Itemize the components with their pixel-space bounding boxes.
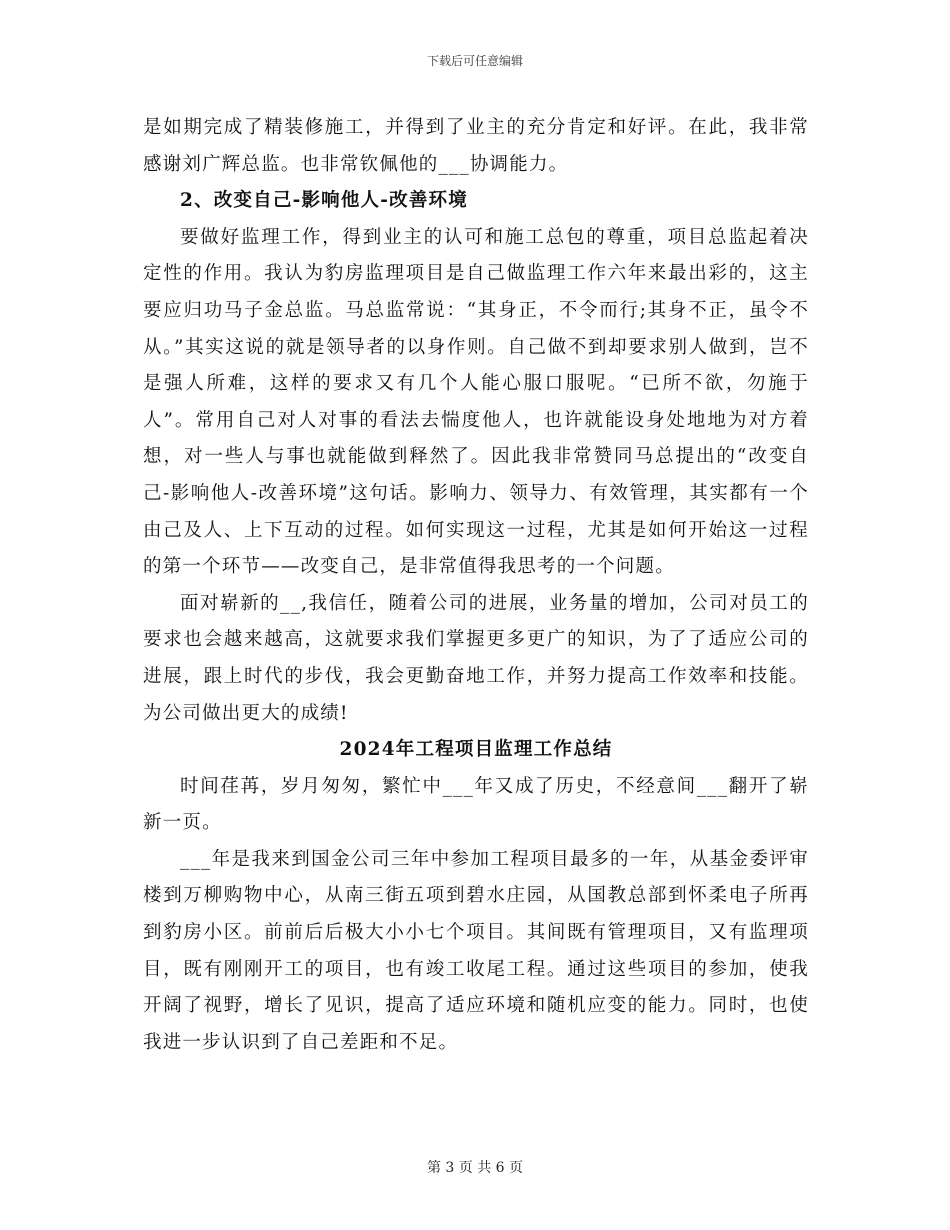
page-number: 第 3 页 共 6 页 [426,1160,524,1176]
paragraph-leadership: 要做好监理工作，得到业主的认可和施工总包的尊重，项目总监起着决定性的作用。我认为豹房监理项目是自己做监理工作六年来最出彩的，这主要应归功马子金总监。马总监常说：“其身正，不令而行;其身不正，虽令不从。”其实这说的就是领导者的以身作则。自己做不到却要求别人做到，岂不是强人所难，这样的要求又有几个人能心服口服呢。“已所不欲，勿施于人”。常用自己对人对事的看法去惴度他人，也许就能设身处地地为对方着想，对一些人与事也就能做到释然了。因此我非常赞同马总提出的“改变自己-影响他人-改善环境”这句话。影响力、领导力、有效管理，其实都有一个由己及人、上下互动的过程。如何实现这一过程，尤其是如何开始这一过程的第一个环节——改变自己，是非常值得我思考的一个问题。 [143,226,809,578]
paragraph-intro: 时间荏苒，岁月匆匆，繁忙中___年又成了历史，不经意间___翻开了崭新一页。 [143,775,809,834]
section-heading: 2、改变自己-影响他人-改善环境 [180,190,468,212]
paragraph-continuation: 是如期完成了精装修施工，并得到了业主的充分肯定和好评。在此，我非常感谢刘广辉总监。也非常钦佩他的___协调能力。 [143,117,809,175]
document-title: 2024年工程项目监理工作总结 [339,739,613,761]
paragraph-projects: ___年是我来到国金公司三年中参加工程项目最多的一年，从基金委评审楼到万柳购物中心，从南三街五项到碧水庄园，从国教总部到怀柔电子所再到豹房小区。前前后后极大小小七个项目。其间既有管理项目，又有监理项目，既有刚刚开工的项目，也有竣工收尾工程。通过这些项目的参加，使我开阔了视野，增长了见识，提高了适应环境和随机应变的能力。同时，也使我进一步认识到了自己差距和不足。 [143,848,809,1053]
document-body [143,110,809,1061]
page-header-note: 下载后可任意编辑 [426,54,523,68]
paragraph-outlook: 面对崭新的__,我信任，随着公司的进展，业务量的增加，公司对员工的要求也会越来越高，这就要求我们掌握更多更广的知识，为了了适应公司的进展，跟上时代的步伐，我会更勤奋地工作，并努力提高工作效率和技能。为公司做出更大的成绩! [143,592,809,724]
